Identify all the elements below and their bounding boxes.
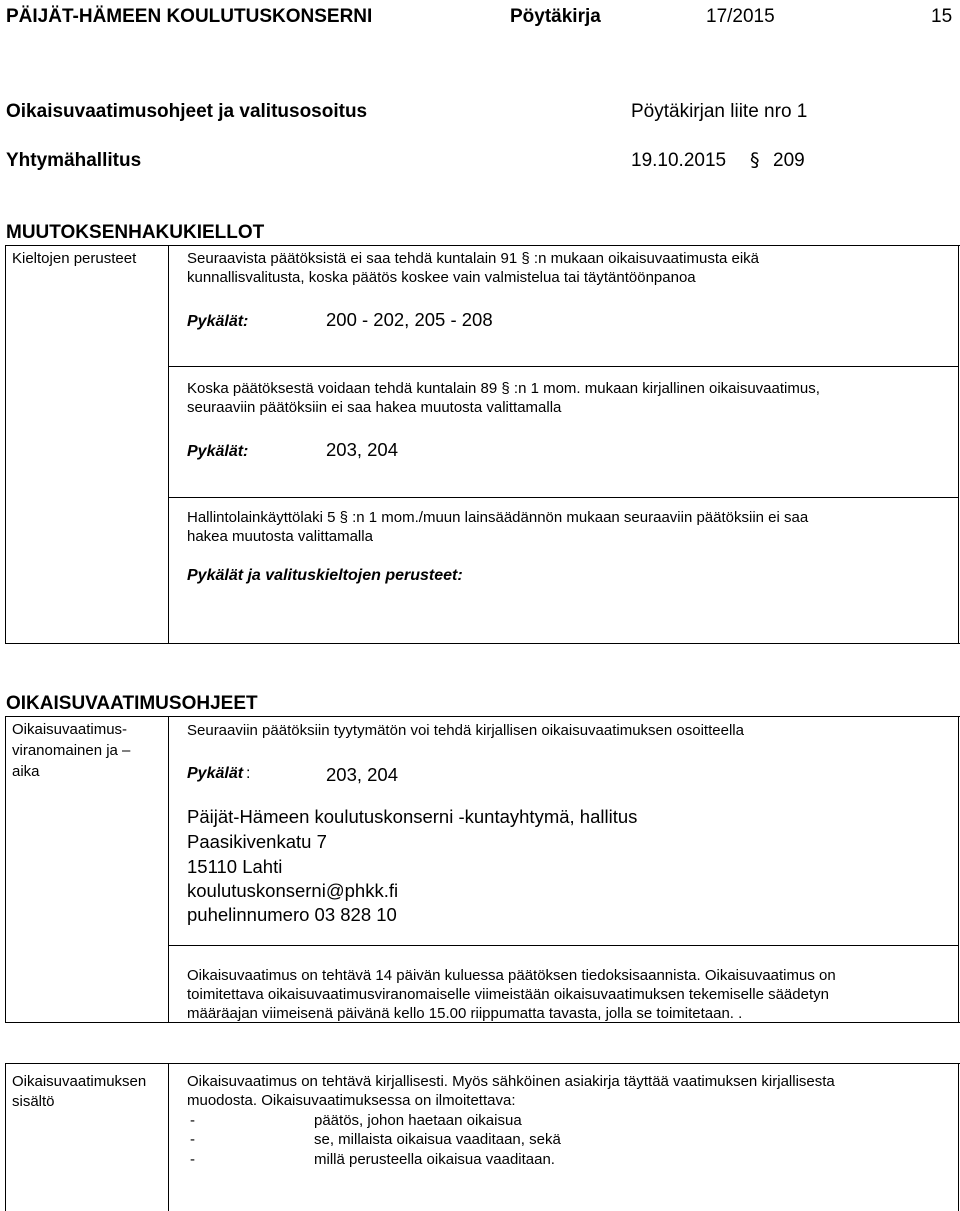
authority-label: viranomainen ja – bbox=[12, 742, 131, 759]
restriction-text-line: Seuraavista päätöksistä ei saa tehdä kuntalain 91 § :n mukaan oikaisuvaatimusta eikä bbox=[187, 250, 760, 267]
contents-text-line: Oikaisuvaatimus on tehtävä kirjallisesti. Myös sähköinen asiakirja täyttää vaatimuksen kirjallisesta bbox=[187, 1073, 835, 1090]
deadline-text-line: Oikaisuvaatimus on tehtävä 14 päivän kuluessa päätöksen tiedoksisaannista. Oikaisuvaatimus on bbox=[187, 967, 836, 984]
meeting-date: 19.10.2015 bbox=[631, 150, 727, 171]
phone-number: puhelinnumero 03 828 10 bbox=[187, 904, 397, 925]
instructions-title: OIKAISUVAATIMUSOHJEET bbox=[6, 693, 258, 714]
restriction-text-line: hakea muutosta valittamalla bbox=[187, 528, 373, 545]
email-address: koulutuskonserni@phkk.fi bbox=[187, 880, 399, 901]
contents-text-line: muodosta. Oikaisuvaatimuksessa on ilmoitettava: bbox=[187, 1092, 516, 1109]
list-item-dash: - bbox=[190, 1131, 195, 1148]
restriction-text-line: seuraaviin päätöksiin ei saa hakea muutosta valittamalla bbox=[187, 399, 562, 416]
contents-label: sisältö bbox=[12, 1093, 55, 1110]
sections-value: 203, 204 bbox=[326, 439, 399, 460]
restrictions-title: MUUTOKSENHAKUKIELLOT bbox=[6, 222, 265, 243]
restriction-text-line: Koska päätöksestä voidaan tehdä kuntalain 89 § :n 1 mom. mukaan kirjallinen oikaisuvaatimus, bbox=[187, 380, 820, 397]
list-item-dash: - bbox=[190, 1151, 195, 1168]
page-number: 15 bbox=[931, 6, 953, 27]
list-item: se, millaista oikaisua vaaditaan, sekä bbox=[314, 1131, 561, 1148]
list-item-dash: - bbox=[190, 1112, 195, 1129]
section-sign: § bbox=[750, 149, 760, 171]
restrictions-left-label: Kieltojen perusteet bbox=[12, 250, 137, 267]
restriction-text-line: kunnallisvalitusta, koska päätös koskee vain valmistelua tai täytäntöönpanoa bbox=[187, 269, 696, 286]
sections-value: 200 - 202, 205 - 208 bbox=[326, 309, 493, 330]
document-subtitle: Oikaisuvaatimusohjeet ja valitusosoitus bbox=[6, 101, 368, 122]
section-number: 209 bbox=[773, 150, 805, 171]
street-address: Paasikivenkatu 7 bbox=[187, 831, 327, 852]
meeting-body: Yhtymähallitus bbox=[6, 150, 142, 171]
deadline-text-line: toimitettava oikaisuvaatimusviranomaiselle viimeistään oikaisuvaatimuksen tekemiselle säädetyn bbox=[187, 986, 829, 1003]
sections-value: 203, 204 bbox=[326, 764, 399, 785]
sections-and-grounds-label: Pykälät ja valituskieltojen perusteet: bbox=[187, 567, 463, 584]
deadline-text-line: määräajan viimeisenä päivänä kello 15.00 riippumatta tavasta, jolla se toimitetaan. . bbox=[187, 1005, 743, 1022]
sections-label-colon: : bbox=[246, 765, 251, 782]
instructions-intro: Seuraaviin päätöksiin tyytymätön voi tehdä kirjallisen oikaisuvaatimuksen osoitteella bbox=[187, 722, 744, 739]
list-item: millä perusteella oikaisua vaaditaan. bbox=[314, 1151, 555, 1168]
postal-address: 15110 Lahti bbox=[187, 856, 283, 877]
list-item: päätös, johon haetaan oikaisua bbox=[314, 1112, 522, 1129]
authority-label: Oikaisuvaatimus- bbox=[12, 721, 128, 738]
document-number: 17/2015 bbox=[706, 6, 775, 27]
sections-label: Pykälät: bbox=[187, 313, 249, 330]
authority-name: Päijät-Hämeen koulutuskonserni -kuntayhtymä, hallitus bbox=[187, 806, 638, 827]
document-type: Pöytäkirja bbox=[510, 6, 601, 27]
appendix-label: Pöytäkirjan liite nro 1 bbox=[631, 101, 808, 122]
sections-label: Pykälät bbox=[187, 765, 244, 782]
restriction-text-line: Hallintolainkäyttölaki 5 § :n 1 mom./muun lainsäädännön mukaan seuraaviin päätöksiin ei saa bbox=[187, 509, 809, 526]
contents-label: Oikaisuvaatimuksen bbox=[12, 1073, 147, 1090]
authority-label: aika bbox=[12, 763, 40, 780]
sections-label: Pykälät: bbox=[187, 443, 249, 460]
organization-name: PÄIJÄT-HÄMEEN KOULUTUSKONSERNI bbox=[6, 6, 373, 27]
